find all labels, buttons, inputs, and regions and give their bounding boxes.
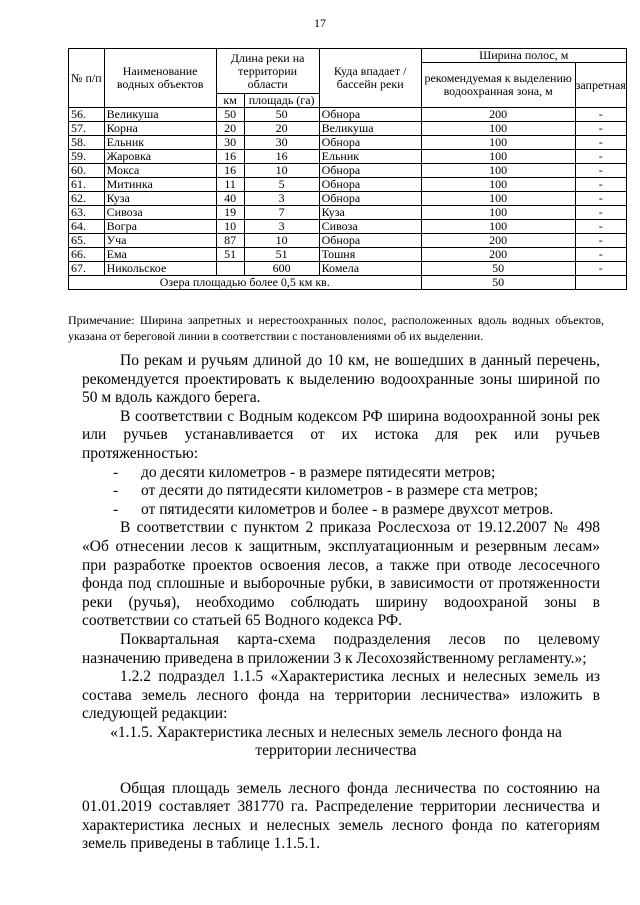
- row-forbidden: -: [575, 192, 626, 206]
- paragraph-total-area: Общая площадь земель лесного фонда лесничества по состоянию на 01.01.2019 составляет 381770 га. Распределение территории лесничества и характеристика лесных и нелесных земель лесного фонда по категориям земель приведены в таблице 1.1.5.1.: [82, 779, 600, 853]
- page-number: 17: [314, 16, 326, 30]
- row-number: 67.: [69, 262, 105, 276]
- row-recommended: 100: [421, 136, 575, 150]
- paragraph-water-code: В соответствии с Водным кодексом РФ ширина водоохранной зоны рек или ручьев устанавливается от их истока для рек или ручьев протяженностью:: [82, 407, 600, 462]
- paragraph-small-rivers: По рекам и ручьям длиной до 10 км, не вошедших в данный перечень, рекомендуется проектировать к выделению водоохранные зоны шириной по 50 м вдоль каждого берега.: [82, 352, 600, 407]
- row-number: 56.: [69, 108, 105, 122]
- row-name: Сивоза: [104, 206, 216, 220]
- row-flows-into: Обнора: [319, 136, 421, 150]
- header-num: № п/п: [69, 49, 105, 108]
- table-note: Примечание: Ширина запретных и нерестоохранных полос, расположенных вдоль водных объектов, указана от береговой линии в соответствии с постановлениями об их выделении.: [68, 313, 604, 343]
- row-area: 50: [244, 108, 319, 122]
- header-width: Ширина полос, м: [421, 49, 626, 63]
- row-recommended: 100: [421, 150, 575, 164]
- row-number: 60.: [69, 164, 105, 178]
- header-area: площадь (га): [244, 94, 319, 108]
- row-flows-into: Великуша: [319, 122, 421, 136]
- header-name: Наименование водных объектов: [104, 49, 216, 108]
- row-number: 58.: [69, 136, 105, 150]
- list-item-text: от десяти до пятидесяти километров - в размере ста метров;: [141, 482, 539, 500]
- row-recommended: 200: [421, 248, 575, 262]
- row-name: Никольское: [104, 262, 216, 276]
- table-row: [69, 150, 627, 164]
- row-flows-into: Обнора: [319, 108, 421, 122]
- row-km: 16: [216, 164, 244, 178]
- row-area: 20: [244, 122, 319, 136]
- row-name: Мокса: [104, 164, 216, 178]
- row-name: Жаровка: [104, 150, 216, 164]
- table-row: [69, 122, 627, 136]
- row-area: 3: [244, 220, 319, 234]
- row-area: 5: [244, 178, 319, 192]
- paragraph-subsection: 1.2.2 подраздел 1.1.5 «Характеристика лесных и нелесных земель из состава земель лесного фонда на территории лесничества» изложить в следующей редакции:: [82, 668, 600, 723]
- row-flows-into: Комела: [319, 262, 421, 276]
- list-item-text: до десяти километров - в размере пятидесяти метров;: [141, 463, 496, 481]
- row-recommended: 100: [421, 220, 575, 234]
- row-forbidden: -: [575, 262, 626, 276]
- table-row: [69, 262, 627, 276]
- body-text: [82, 352, 600, 854]
- row-name: Уча: [104, 234, 216, 248]
- list-item-text: от пятидесяти километров и более - в размере двухсот метров.: [141, 500, 554, 518]
- table-row: [69, 136, 627, 150]
- row-km: 16: [216, 150, 244, 164]
- header-recommended: рекомендуемая к выделению водоохранная зона, м: [421, 63, 575, 108]
- paragraph-map: Поквартальная карта-схема подразделения лесов по целевому назначению приведена в приложении 3 к Лесохозяйственному регламенту.»;: [82, 630, 600, 667]
- table-row: [69, 220, 627, 234]
- row-km: 11: [216, 178, 244, 192]
- lakes-row: [69, 276, 627, 290]
- row-recommended: 200: [421, 234, 575, 248]
- row-number: 64.: [69, 220, 105, 234]
- row-forbidden: -: [575, 220, 626, 234]
- table-row: [69, 108, 627, 122]
- row-recommended: 50: [421, 262, 575, 276]
- row-km: [216, 262, 244, 276]
- row-forbidden: -: [575, 150, 626, 164]
- row-number: 61.: [69, 178, 105, 192]
- row-forbidden: -: [575, 206, 626, 220]
- row-number: 66.: [69, 248, 105, 262]
- row-recommended: 200: [421, 108, 575, 122]
- row-km: 20: [216, 122, 244, 136]
- row-number: 59.: [69, 150, 105, 164]
- row-area: 10: [244, 164, 319, 178]
- lakes-label: Озера площадью более 0,5 км кв.: [69, 276, 422, 290]
- lakes-forbidden: [575, 276, 626, 290]
- row-flows-into: Обнора: [319, 164, 421, 178]
- row-recommended: 100: [421, 178, 575, 192]
- list-item: - от десяти до пятидесяти километров - в размере ста метров;: [113, 482, 539, 500]
- row-forbidden: -: [575, 234, 626, 248]
- row-recommended: 100: [421, 206, 575, 220]
- row-forbidden: -: [575, 248, 626, 262]
- row-forbidden: -: [575, 164, 626, 178]
- row-km: 30: [216, 136, 244, 150]
- row-area: 7: [244, 206, 319, 220]
- row-flows-into: Обнора: [319, 178, 421, 192]
- row-km: 19: [216, 206, 244, 220]
- row-name: Куза: [104, 192, 216, 206]
- row-area: 10: [244, 234, 319, 248]
- row-flows-into: Ельник: [319, 150, 421, 164]
- row-recommended: 100: [421, 192, 575, 206]
- row-flows-into: Обнора: [319, 192, 421, 206]
- row-forbidden: -: [575, 136, 626, 150]
- table-body: [69, 108, 627, 276]
- row-flows-into: Тошня: [319, 248, 421, 262]
- header-km: км: [216, 94, 244, 108]
- row-name: Великуша: [104, 108, 216, 122]
- row-number: 63.: [69, 206, 105, 220]
- row-km: 51: [216, 248, 244, 262]
- row-area: 16: [244, 150, 319, 164]
- row-flows-into: Сивоза: [319, 220, 421, 234]
- table-row: [69, 234, 627, 248]
- row-recommended: 100: [421, 122, 575, 136]
- row-name: Митинка: [104, 178, 216, 192]
- row-recommended: 100: [421, 164, 575, 178]
- list-item: - от пятидесяти километров и более - в размере двухсот метров.: [113, 500, 554, 518]
- header-forbidden: запретная: [575, 63, 626, 108]
- paragraph-rosleskhoz: В соответствии с пунктом 2 приказа Рослесхоза от 19.12.2007 № 498 «Об отнесении лесов к защитным, эксплуатационным и резервным лесам» при разработке проектов освоения лесов, а также при отводе лесосечного фонда под сплошные и выборочные рубки, в зависимости от протяженности реки (ручья), необходимо соблюдать ширину водоохраной зоны в соответствии со статьей 65 Водного кодекса РФ.: [82, 519, 600, 630]
- row-forbidden: -: [575, 122, 626, 136]
- header-length: Длина реки на территории области: [216, 49, 319, 94]
- row-area: 600: [244, 262, 319, 276]
- row-flows-into: Куза: [319, 206, 421, 220]
- table-row: [69, 192, 627, 206]
- table-head: [69, 49, 627, 108]
- row-name: Корна: [104, 122, 216, 136]
- row-name: Ельник: [104, 136, 216, 150]
- row-km: 40: [216, 192, 244, 206]
- water-bodies-table: [68, 48, 627, 290]
- section-heading: «1.1.5. Характеристика лесных и нелесных земель лесного фонда на территории лесничества: [110, 723, 562, 760]
- row-number: 62.: [69, 192, 105, 206]
- row-area: 51: [244, 248, 319, 262]
- row-km: 50: [216, 108, 244, 122]
- row-area: 30: [244, 136, 319, 150]
- list-item: - до десяти километров - в размере пятидесяти метров;: [113, 463, 496, 481]
- row-km: 87: [216, 234, 244, 248]
- row-area: 3: [244, 192, 319, 206]
- row-forbidden: -: [575, 108, 626, 122]
- table-row: [69, 164, 627, 178]
- row-flows-into: Обнора: [319, 234, 421, 248]
- table-row: [69, 248, 627, 262]
- row-forbidden: -: [575, 178, 626, 192]
- lakes-recommended: 50: [421, 276, 575, 290]
- row-number: 65.: [69, 234, 105, 248]
- table-row: [69, 206, 627, 220]
- row-number: 57.: [69, 122, 105, 136]
- row-name: Ема: [104, 248, 216, 262]
- table-row: [69, 178, 627, 192]
- row-name: Вогра: [104, 220, 216, 234]
- row-km: 10: [216, 220, 244, 234]
- header-flows-into: Куда впадает / бассейн реки: [319, 49, 421, 108]
- table-footer: [69, 276, 627, 290]
